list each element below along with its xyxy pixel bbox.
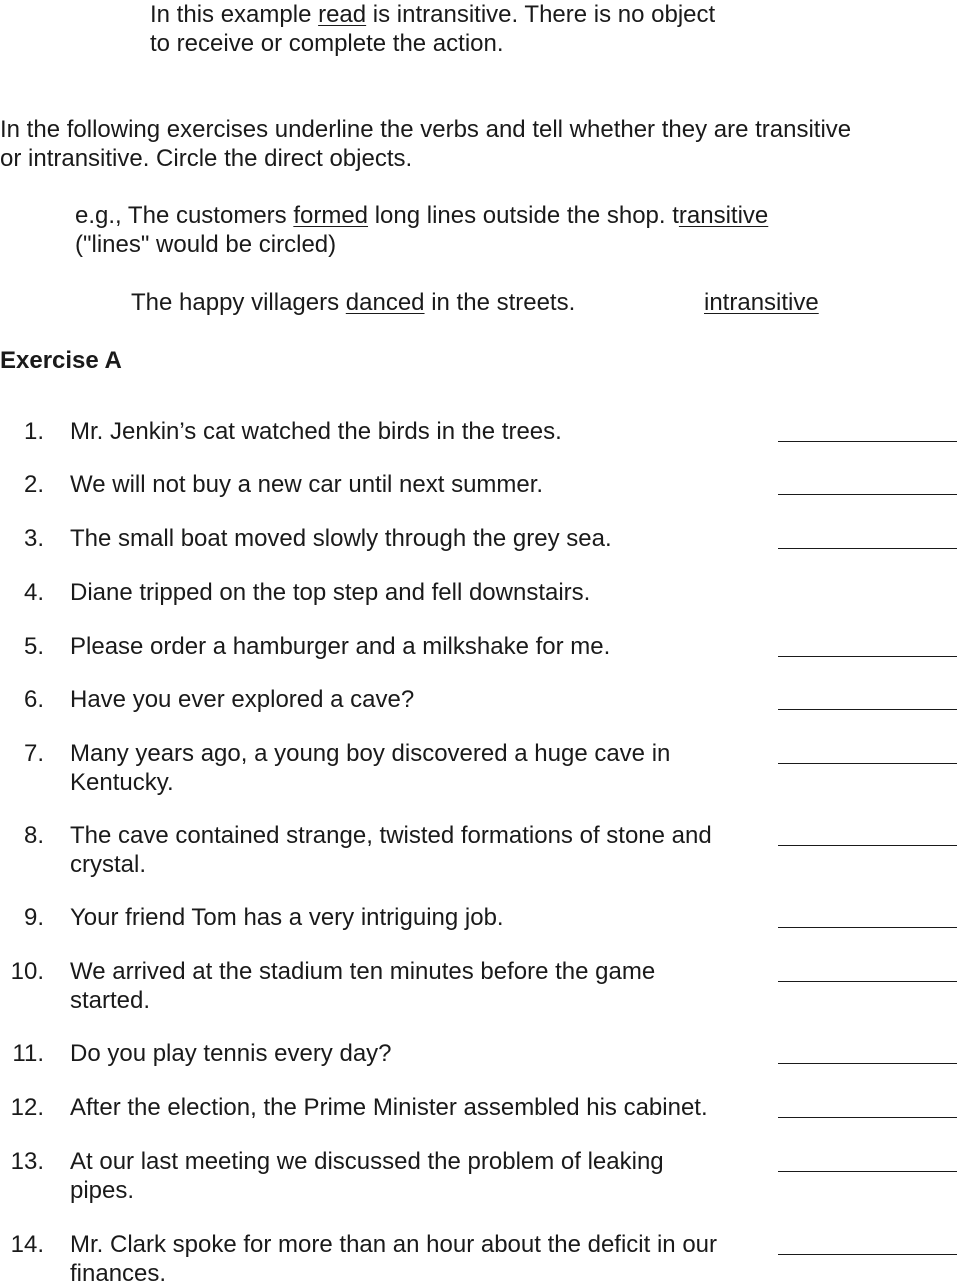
- instructions: In the following exercises underline the verbs and tell whether they are transitive or intransitive. Circle the direct objects.: [0, 116, 852, 172]
- example-intransitive: The happy villagers danced in the streets.: [131, 289, 576, 316]
- answer-blank[interactable]: [778, 1171, 957, 1172]
- example-verb-formed: formed: [293, 202, 369, 229]
- answer-blank[interactable]: [778, 763, 957, 764]
- item-number: 3.: [23, 525, 44, 552]
- answer-blank[interactable]: [778, 1117, 957, 1118]
- item-sentence: At our last meeting we discussed the problem of leaking pipes.: [70, 1148, 664, 1204]
- answer-blank[interactable]: [778, 548, 957, 549]
- item-sentence: Your friend Tom has a very intriguing job.: [70, 904, 504, 931]
- item-sentence: We will not buy a new car until next summer.: [70, 471, 544, 498]
- item-number: 1.: [23, 418, 44, 445]
- item-number: 9.: [23, 904, 44, 931]
- item-sentence: We arrived at the stadium ten minutes before the game started.: [70, 958, 656, 1014]
- answer-blank[interactable]: [778, 656, 957, 657]
- item-number: 4.: [23, 579, 44, 606]
- item-sentence: After the election, the Prime Minister assembled his cabinet.: [70, 1094, 708, 1121]
- answer-blank[interactable]: [778, 1254, 957, 1255]
- example-verb-danced: danced: [345, 289, 425, 316]
- item-sentence: Diane tripped on the top step and fell downstairs.: [70, 579, 591, 606]
- item-number: 7.: [23, 740, 44, 767]
- answer-blank[interactable]: [778, 441, 957, 442]
- item-sentence: The small boat moved slowly through the grey sea.: [70, 525, 612, 552]
- example-answer-transitive: ransitive: [678, 202, 769, 229]
- example-transitive: e.g., The customers formed long lines outside the shop. transitive ("lines" would be circled): [75, 202, 769, 258]
- item-sentence: Please order a hamburger and a milkshake for me.: [70, 633, 611, 660]
- item-sentence: Have you ever explored a cave?: [70, 686, 415, 713]
- answer-blank[interactable]: [778, 845, 957, 846]
- answer-blank[interactable]: [778, 927, 957, 928]
- item-sentence: Mr. Jenkin’s cat watched the birds in the trees.: [70, 418, 562, 445]
- item-number: 6.: [23, 686, 44, 713]
- item-sentence: Mr. Clark spoke for more than an hour about the deficit in our finances.: [70, 1231, 718, 1287]
- item-number: 5.: [23, 633, 44, 660]
- item-sentence: Many years ago, a young boy discovered a huge cave in Kentucky.: [70, 740, 671, 796]
- answer-blank[interactable]: [778, 1063, 957, 1064]
- answer-blank[interactable]: [778, 494, 957, 495]
- answer-blank[interactable]: [778, 981, 957, 982]
- item-number: 14.: [10, 1231, 44, 1258]
- item-number: 8.: [23, 822, 44, 849]
- item-number: 10.: [10, 958, 44, 985]
- item-number: 13.: [10, 1148, 44, 1175]
- item-sentence: The cave contained strange, twisted formations of stone and crystal.: [70, 822, 712, 878]
- item-sentence: Do you play tennis every day?: [70, 1040, 392, 1067]
- example-answer-intransitive: intransitive: [704, 289, 819, 316]
- intro-text: In this example read is intransitive. There is no object to receive or complete the action.: [150, 1, 716, 57]
- answer-blank[interactable]: [778, 709, 957, 710]
- item-number: 2.: [23, 471, 44, 498]
- exercise-title: Exercise A: [0, 347, 122, 374]
- item-number: 11.: [12, 1040, 44, 1067]
- intro-verb: read: [318, 1, 367, 28]
- item-number: 12.: [10, 1094, 44, 1121]
